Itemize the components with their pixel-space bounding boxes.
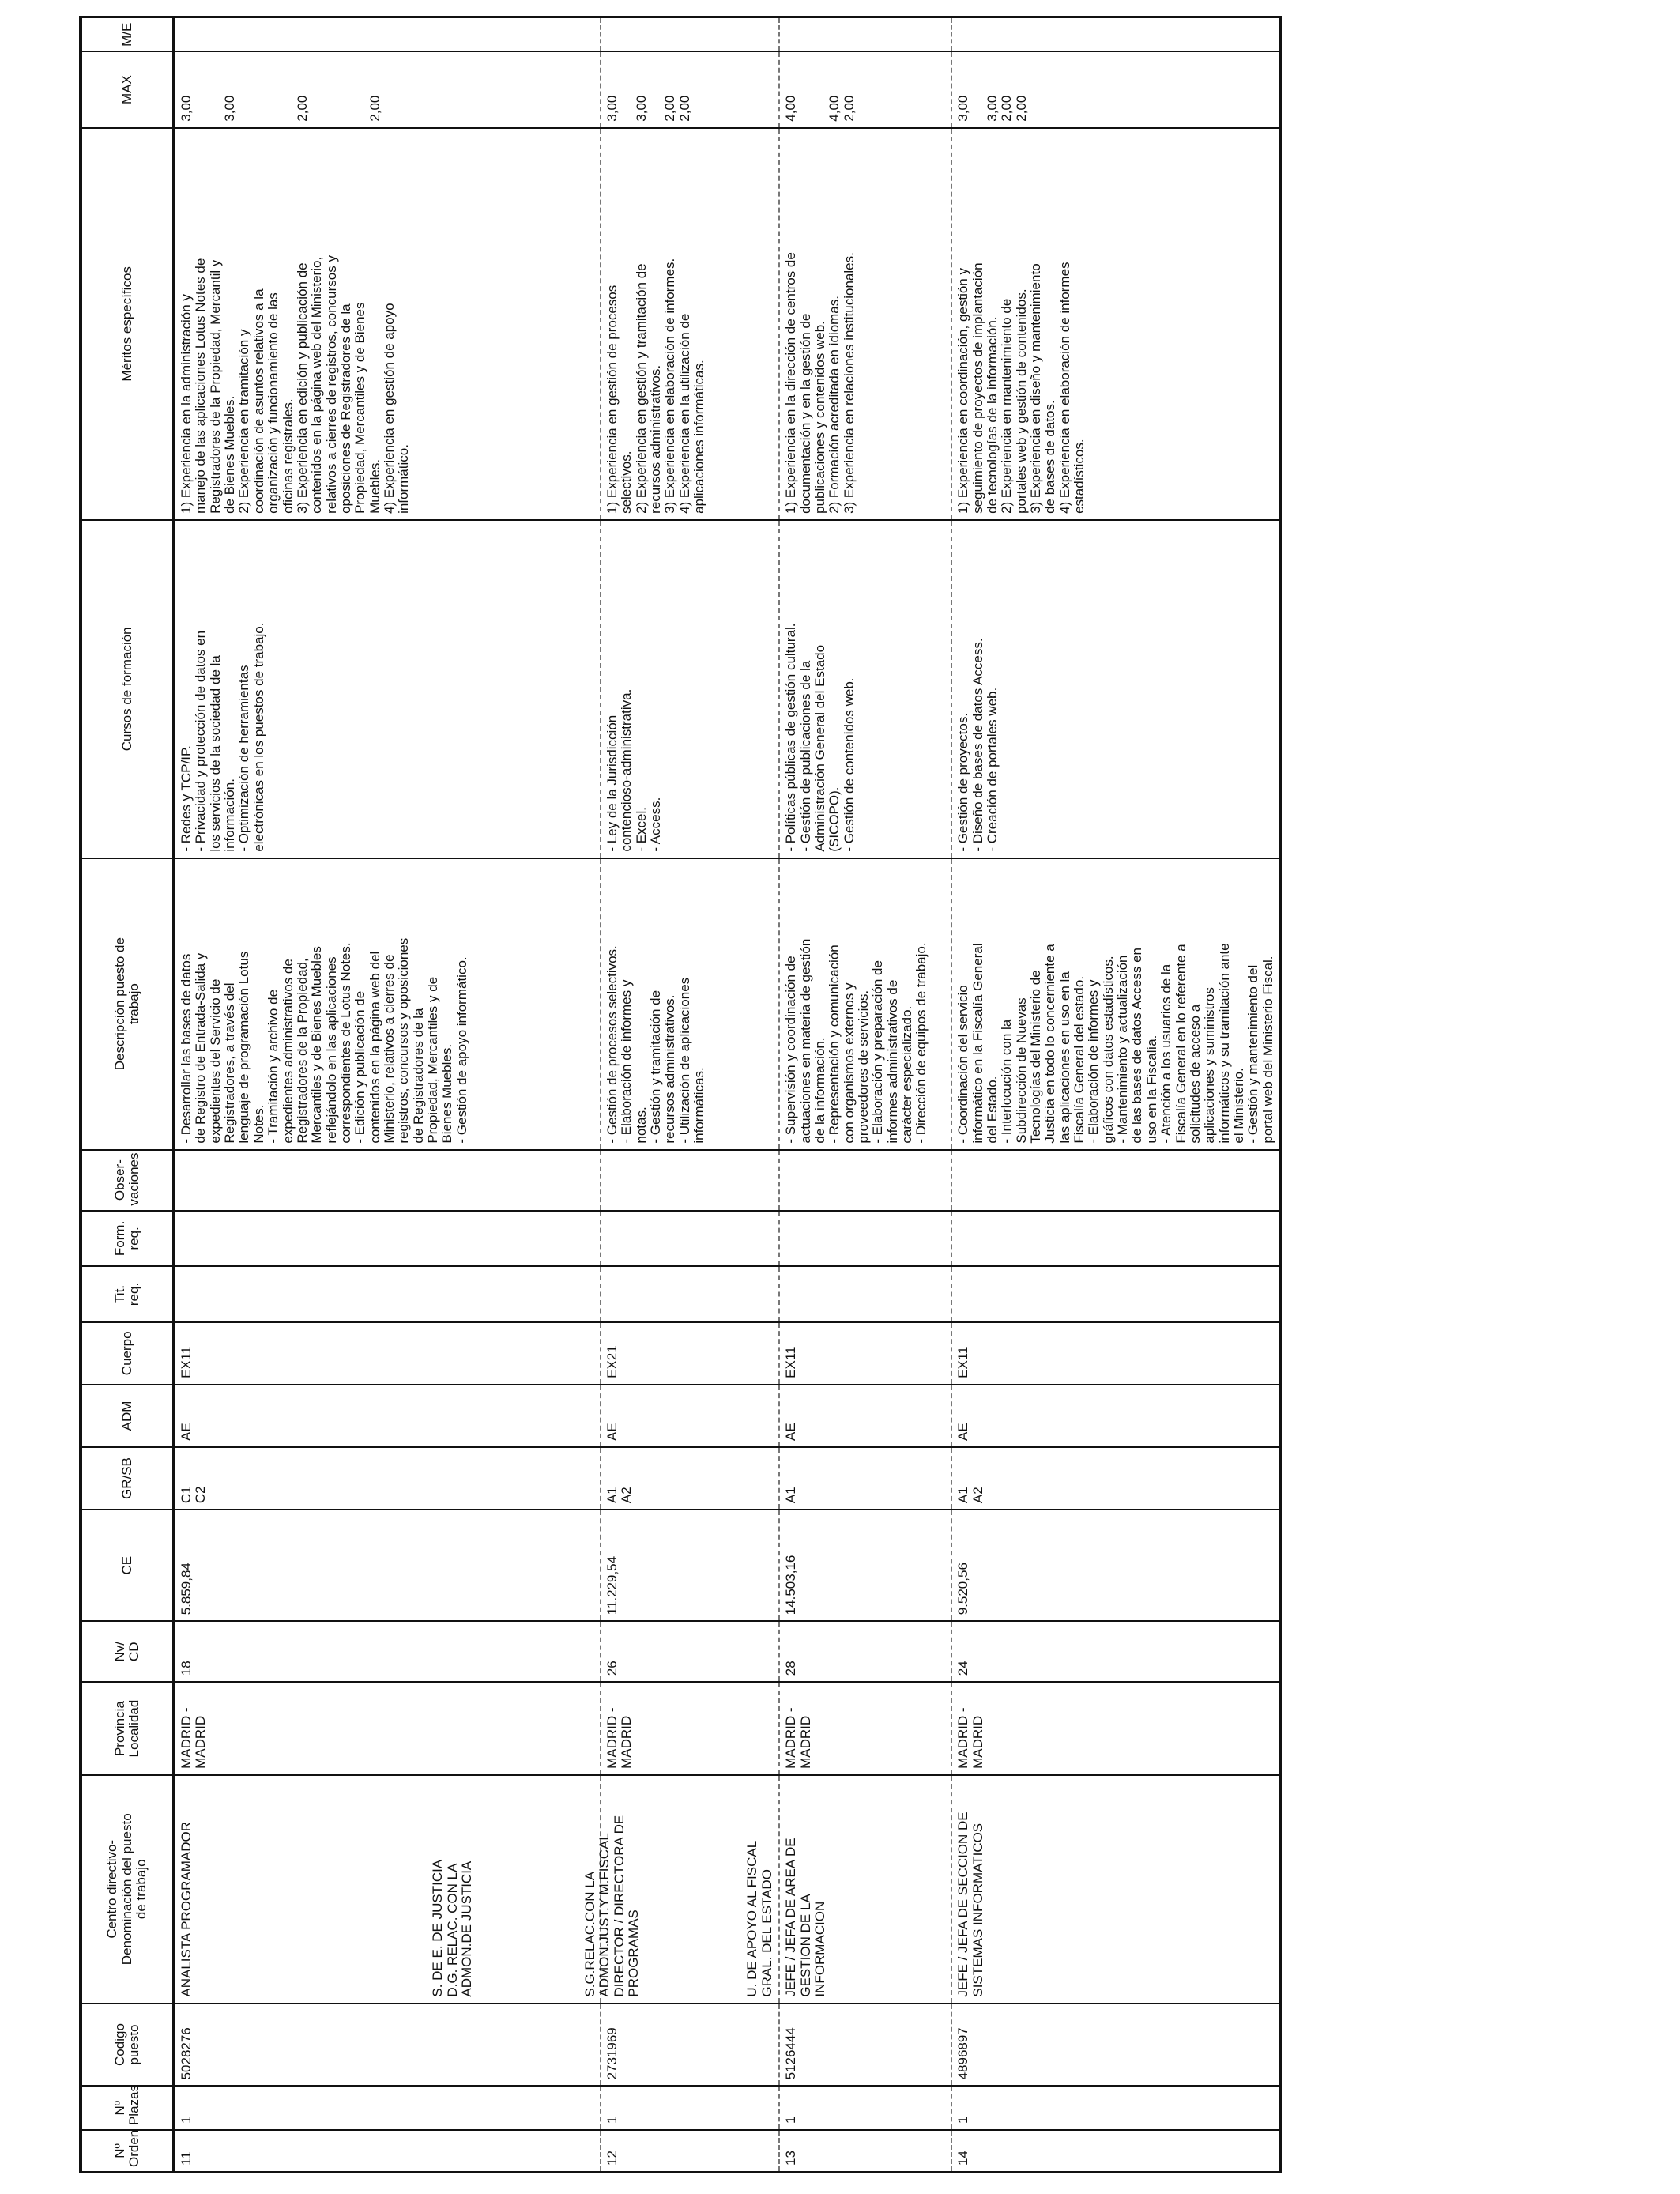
- cell-nivel: 24: [951, 1621, 1280, 1682]
- table-row: [601, 17, 779, 2173]
- cell-descripcion: - Desarrollar las bases de datos de Registro de Entrada-Salida y expedientes del Servicio de Registradores, a través del lenguaje de programación Lotus Notes. - Tramitación y archivo de expedientes administrativos de Registradores de la Propiedad, Mercantiles y de Bienes Muebles reflejándolo en las aplicaciones correspondientes de Lotus Notes. - Edición y publicación de contenidos en la página web del Ministerio, relativos a cierres de registros, concursos y oposiciones de Registradores de la Propiedad, Mercantiles y de Bienes Muebles. - Gestión de apoyo informático.: [174, 858, 601, 1150]
- cell-titulacion: [951, 1266, 1280, 1322]
- cell-centro: JEFE / JEFA DE SECCION DE SISTEMAS INFORMATICOS: [951, 1775, 1280, 2004]
- cell-provincia: MADRID - MADRID: [951, 1682, 1280, 1775]
- cell-max: 3,00 3,00 2,00 2,00: [601, 51, 779, 127]
- cell-provincia: MADRID - MADRID: [601, 1682, 779, 1775]
- cell-max: 4,00 4,00 2,00: [779, 51, 951, 127]
- cell-titulacion: [174, 1266, 601, 1322]
- cell-cursos: - Gestión de proyectos. - Diseño de bases de datos Access. - Creación de portales web.: [951, 520, 1280, 858]
- cell-grupo: C1 C2: [174, 1447, 601, 1510]
- cell-adm: AE: [779, 1385, 951, 1447]
- table-row: [951, 17, 1280, 2173]
- cell-titulacion: [779, 1266, 951, 1322]
- cell-descripcion: - Gestión de procesos selectivos. - Elaboración de informes y notas. - Gestión y tramitación de recursos administrativos. - Utilización de aplicaciones informáticas.: [601, 858, 779, 1150]
- cell-orden: 11: [174, 2130, 601, 2172]
- cell-plazas: 1: [951, 2086, 1280, 2130]
- cell-provincia: MADRID - MADRID: [779, 1682, 951, 1775]
- cell-ce: 11.229,54: [601, 1510, 779, 1621]
- cell-cuerpo: EX11: [174, 1322, 601, 1385]
- group-label: U. DE APOYO AL FISCAL GRAL. DEL ESTADO: [744, 1840, 774, 1997]
- cell-codigo: 4896897: [951, 2004, 1280, 2087]
- cell-plazas: 1: [601, 2086, 779, 2130]
- header-max: MAX: [81, 51, 174, 127]
- job-positions-table: [79, 16, 1282, 2173]
- cell-plazas: 1: [779, 2086, 951, 2130]
- position-name: ANALISTA PROGRAMADOR: [179, 1821, 194, 1997]
- cell-meritos: 1) Experiencia en la dirección de centros de documentación y en la gestión de publicaciones y contenidos web. 2) Formación acreditada en idiomas. 3) Experiencia en relaciones institucionales.: [779, 128, 951, 520]
- cell-ce: 9.520,56: [951, 1510, 1280, 1621]
- header-me: M/E: [81, 17, 174, 52]
- cell-grupo: A1 A2: [601, 1447, 779, 1510]
- cell-formacion: [779, 1211, 951, 1267]
- cell-ce: 14.503,16: [779, 1510, 951, 1621]
- header-plazas: Nº Plazas: [81, 2086, 174, 2130]
- cell-meritos: 1) Experiencia en gestión de procesos selectivos. 2) Experiencia en gestión y tramitación de recursos administrativos. 3) Experiencia en elaboración de informes. 4) Experiencia en la utilización de aplicaciones informáticas.: [601, 128, 779, 520]
- cell-orden: 14: [951, 2130, 1280, 2172]
- header-orden: Nº Orden: [81, 2130, 174, 2172]
- cell-nivel: 28: [779, 1621, 951, 1682]
- cell-meritos: 1) Experiencia en la administración y manejo de las aplicaciones Lotus Notes de Registradores de la Propiedad, Mercantil y de Bienes Muebles. 2) Experiencia en tramitación y coordinación de asuntos relativos a la organización y funcionamiento de las oficinas registrales. 3) Experiencia en edición y publicación de contenidos en la página web del Ministerio, relativos a cierres de registros, concursos y oposiciones de Registradores de la Propiedad, Mercantiles y de Bienes Muebles. 4) Experiencia en gestión de apoyo informático.: [174, 128, 601, 520]
- cell-codigo: 2731969: [601, 2004, 779, 2087]
- header-meritos: Méritos específicos: [81, 128, 174, 520]
- cell-grupo: A1: [779, 1447, 951, 1510]
- cell-ce: 5.859,84: [174, 1510, 601, 1621]
- cell-descripcion: - Coordinación del servicio informático en la Fiscalía General del Estado. - Interlocución con la Subdirección de Nuevas Tecnologías del Ministerio de Justicia en todo lo concerniente a las aplicaciones en uso en la Fiscalía General del estado. - Elaboración de informes y gráficos con datos estadísticos. - Mantenimiento y actualización de las bases de datos Access en uso en la Fiscalía. - Atención a los usuarios de la Fiscalía General en lo referente a solicitudes de acceso a aplicaciones y suministros informáticos y su tramitación ante el Ministerio. - Gestión y mantenimiento del portal web del Ministerio Fiscal.: [951, 858, 1280, 1150]
- cell-adm: AE: [601, 1385, 779, 1447]
- group-label: S.G.RELAC.CON LA ADMON.JUST.Y M.FISCAL: [582, 1833, 612, 1997]
- cell-codigo: 5028276: [174, 2004, 601, 2087]
- cell-observaciones: [601, 1150, 779, 1211]
- header-codigo: Codigo puesto: [81, 2004, 174, 2087]
- cell-max: 3,00 3,00 2,00 2,00: [951, 51, 1280, 127]
- header-descripcion: Descripción puesto de trabajo: [81, 858, 174, 1150]
- header-row: [81, 17, 174, 2173]
- cell-me: [779, 17, 951, 52]
- cell-centro: JEFE / JEFA DE AREA DE GESTION DE LA INFORMACION: [779, 1775, 951, 2004]
- header-titulacion: Tit. req.: [81, 1266, 174, 1322]
- table-row: [779, 17, 951, 2173]
- cell-cuerpo: EX11: [779, 1322, 951, 1385]
- cell-cuerpo: EX11: [951, 1322, 1280, 1385]
- cell-centro: [174, 1775, 601, 2004]
- cell-descripcion: - Supervisión y coordinación de actuaciones en materia de gestión de la información. - Representación y comunicación con organismos externos y proveedores de servicios. - Elaboración y preparación de informes administrativos de carácter especializado. - Dirección de equipos de trabajo.: [779, 858, 951, 1150]
- cell-me: [601, 17, 779, 52]
- cell-cursos: - Ley de la Jurisdicción contencioso-administrativa. - Excel. - Access.: [601, 520, 779, 858]
- header-nivel: Nv/ CD: [81, 1621, 174, 1682]
- cell-me: [951, 17, 1280, 52]
- cell-provincia: MADRID - MADRID: [174, 1682, 601, 1775]
- cell-cursos: - Políticas públicas de gestión cultural. - Gestión de publicaciones de la Administración General del Estado (SICOPO). - Gestión de contenidos web.: [779, 520, 951, 858]
- group-label: S. DE E. DE JUSTICIA D.G. RELAC. CON LA ADMON.DE JUSTICIA: [430, 1859, 475, 1997]
- header-formacion: Form. req.: [81, 1211, 174, 1267]
- header-centro: Centro directivo- Denominación del puesto de trabajo: [81, 1775, 174, 2004]
- cell-plazas: 1: [174, 2086, 601, 2130]
- header-provincia: Provincia Localidad: [81, 1682, 174, 1775]
- cell-orden: 13: [779, 2130, 951, 2172]
- header-cursos: Cursos de formación: [81, 520, 174, 858]
- cell-observaciones: [174, 1150, 601, 1211]
- cell-formacion: [601, 1211, 779, 1267]
- cell-grupo: A1 A2: [951, 1447, 1280, 1510]
- cell-nivel: 26: [601, 1621, 779, 1682]
- cell-codigo: 5126444: [779, 2004, 951, 2087]
- cell-centro: [582, 1775, 779, 2004]
- cell-meritos: 1) Experiencia en coordinación, gestión y seguimiento de proyectos de implantación de tecnologías de la información. 2) Experiencia en mantenimiento de portales web y gestión de contenidos. 3) Experiencia en diseño y mantenimiento de bases de datos. 4) Experiencia en elaboración de informes estadísticos.: [951, 128, 1280, 520]
- cell-titulacion: [601, 1266, 779, 1322]
- header-ce: CE: [81, 1510, 174, 1621]
- position-name: DIRECTOR / DIRECTORA DE PROGRAMAS: [611, 1815, 642, 1997]
- cell-observaciones: [779, 1150, 951, 1211]
- cell-observaciones: [951, 1150, 1280, 1211]
- cell-adm: AE: [951, 1385, 1280, 1447]
- header-grupo: GR/SB: [81, 1447, 174, 1510]
- table-row: [174, 17, 601, 2173]
- cell-me: [174, 17, 601, 52]
- cell-orden: 12: [601, 2130, 779, 2172]
- cell-formacion: [951, 1211, 1280, 1267]
- header-observaciones: Obser- vaciones: [81, 1150, 174, 1211]
- cell-cuerpo: EX21: [601, 1322, 779, 1385]
- cell-nivel: 18: [174, 1621, 601, 1682]
- cell-formacion: [174, 1211, 601, 1267]
- cell-cursos: - Redes y TCP/IP. - Privacidad y protección de datos en los servicios de la sociedad de la información. - Optimización de herramientas electrónicas en los puestos de trabajo.: [174, 520, 601, 858]
- cell-adm: AE: [174, 1385, 601, 1447]
- header-adm: ADM: [81, 1385, 174, 1447]
- header-cuerpo: Cuerpo: [81, 1322, 174, 1385]
- cell-max: 3,00 3,00 2,00 2,00: [174, 51, 601, 127]
